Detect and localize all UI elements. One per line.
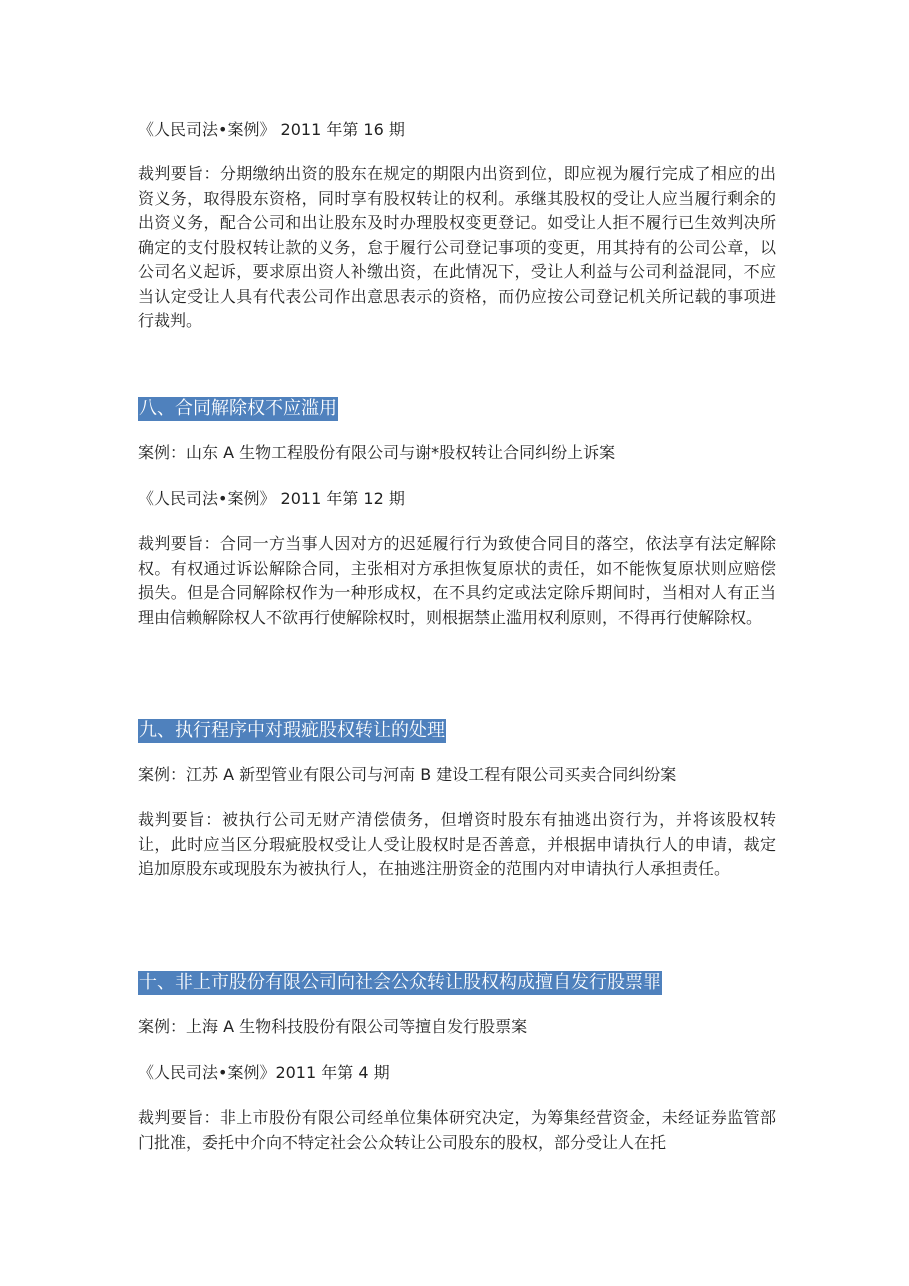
case-title: 案例：江苏 A 新型管业有限公司与河南 B 建设工程有限公司买卖合同纠纷案 (138, 765, 677, 784)
ruling-summary: 裁判要旨：被执行公司无财产清偿债务，但增资时股东有抽逃出资行为，并将该股权转让，此时应当区分瑕疵股权受让人受让股权时是否善意，并根据申请执行人的申请，裁定追加原股东或现股东为被执行人，在抽逃注册资金的范围内对申请执行人承担责任。 (138, 810, 776, 878)
section-heading-9: 九、执行程序中对瑕疵股权转让的处理 (139, 720, 445, 741)
source-citation: 《人民司法•案例》 2011 年第 16 期 (138, 120, 405, 139)
source-citation: 《人民司法•案例》 2011 年第 12 期 (138, 489, 405, 508)
case-title: 案例：上海 A 生物科技股份有限公司等擅自发行股票案 (138, 1017, 528, 1036)
ruling-summary: 裁判要旨：分期缴纳出资的股东在规定的期限内出资到位，即应视为履行完成了相应的出资义务，取得股东资格，同时享有股权转让的权利。承继其股权的受让人应当履行剩余的出资义务，配合公司和出让股东及时办理股权变更登记。如受让人拒不履行已生效判决所确定的支付股权转让款的义务，怠于履行公司登记事项的变更，用其持有的公司公章，以公司名义起诉，要求原出资人补缴出资，在此情况下，受让人利益与公司利益混同，不应当认定受让人具有代表公司作出意思表示的资格，而仍应按公司登记机关所记载的事项进行裁判。 (138, 164, 776, 330)
case-title: 案例：山东 A 生物工程股份有限公司与谢*股权转让合同纠纷上诉案 (138, 443, 616, 462)
section-heading-8: 八、合同解除权不应滥用 (139, 398, 337, 419)
source-citation: 《人民司法•案例》2011 年第 4 期 (138, 1063, 390, 1082)
section-heading-10: 十、非上市股份有限公司向社会公众转让股权构成擅自发行股票罪 (139, 972, 661, 993)
ruling-summary: 裁判要旨：合同一方当事人因对方的迟延履行行为致使合同目的落空，依法享有法定解除权。有权通过诉讼解除合同，主张相对方承担恢复原状的责任，如不能恢复原状则应赔偿损失。但是合同解除权作为一种形成权，在不具约定或法定除斥期间时，当相对人有正当理由信赖解除权人不欲再行使解除权时，则根据禁止滥用权利原则，不得再行使解除权。 (138, 534, 776, 627)
ruling-summary: 裁判要旨：非上市股份有限公司经单位集体研究决定，为筹集经营资金，未经证券监管部门批准，委托中介向不特定社会公众转让公司股东的股权，部分受让人在托 (138, 1108, 776, 1152)
